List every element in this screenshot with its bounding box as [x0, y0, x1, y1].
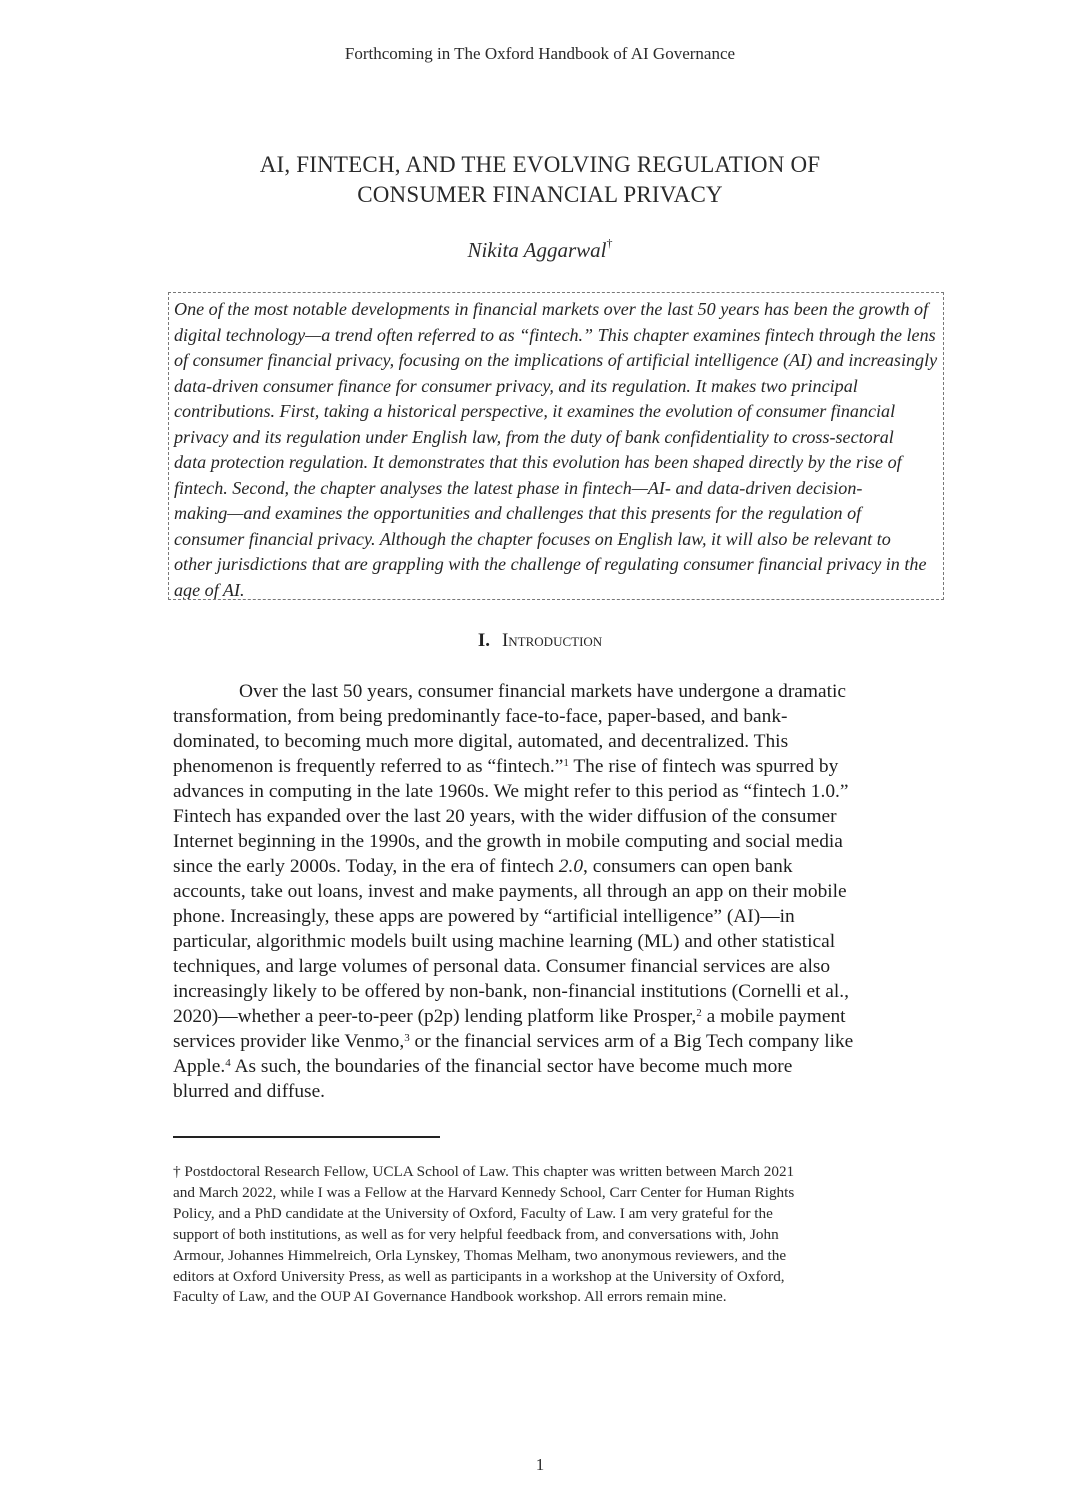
abstract-line: privacy and its regulation under English law, from the duty of bank confidentiality to cross-sectoral — [174, 426, 894, 447]
body-line: blurred and diffuse. — [173, 1081, 326, 1102]
footnote-ref-1[interactable]: 1 — [563, 757, 569, 769]
abstract-line: fintech. Second, the chapter analyses the latest phase in fintech—AI- and data-driven decision- — [174, 477, 863, 498]
body-line — [173, 754, 933, 779]
body-text-span: Apple. — [173, 1056, 226, 1077]
body-line — [173, 854, 933, 879]
title-line-1: AI, FINTECH, AND THE EVOLVING REGULATION OF — [259, 152, 821, 177]
abstract-line: contributions. First, taking a historical perspective, it examines the evolution of consumer financial — [174, 401, 896, 421]
body-line: accounts, take out loans, invest and make payments, all through an app on their mobile — [173, 881, 847, 902]
section-number: I. — [477, 630, 490, 651]
body-line: particular, algorithmic models built using machine learning (ML) and other statistical — [173, 931, 836, 952]
introduction-paragraph — [173, 679, 933, 1104]
abstract-line: of consumer financial privacy, focusing on the implications of artificial intelligence (AI) and increasingly — [174, 350, 938, 370]
abstract-line: data protection regulation. It demonstrates that this evolution has been shaped directly by the rise of — [174, 452, 902, 472]
body-line: Fintech has expanded over the last 20 years, with the wider diffusion of the consumer — [173, 806, 837, 827]
footnote-line: editors at Oxford University Press, as well as participants in a workshop at the University of Oxford, — [173, 1267, 785, 1285]
body-line: transformation, from being predominantly face-to-face, paper-based, and bank- — [173, 706, 788, 727]
abstract-line: making—and examines the opportunities and challenges that this presents for the regulation of — [174, 503, 862, 523]
body-line: dominated, to becoming much more digital, automated, and decentralized. This — [173, 731, 789, 752]
body-line — [173, 1004, 933, 1029]
abstract-line: consumer financial privacy. Although the chapter focuses on English law, it will also be relevant to — [174, 528, 891, 549]
body-text-span: The rise of fintech was spurred by — [568, 756, 839, 777]
section-heading — [0, 630, 1080, 652]
footnote-line: Faculty of Law, and the OUP AI Governance Handbook workshop. All errors remain mine. — [173, 1288, 727, 1306]
section-title: Introduction — [501, 630, 603, 651]
footnote-block — [173, 1162, 913, 1308]
abstract-line: One of the most notable developments in financial markets over the last 50 years has been the growth of — [174, 299, 929, 319]
footnote-line: and March 2022, while I was a Fellow at the Harvard Kennedy School, Carr Center for Human Rights — [173, 1183, 795, 1201]
running-header: Forthcoming in The Oxford Handbook of AI Governance — [344, 44, 736, 63]
author-footnote-mark[interactable]: † — [606, 236, 613, 250]
body-line: increasingly likely to be offered by non-bank, non-financial institutions (Cornelli et al., — [173, 981, 849, 1002]
body-line: Over the last 50 years, consumer financial markets have undergone a dramatic — [239, 681, 846, 702]
body-text-span: 2020)—whether a peer-to-peer (p2p) lending platform like Prosper, — [173, 1006, 697, 1027]
body-text-span: a mobile payment — [701, 1006, 846, 1027]
body-text-span: services provider like Venmo, — [173, 1031, 405, 1052]
title-line-2: CONSUMER FINANCIAL PRIVACY — [357, 182, 723, 207]
paper-title — [150, 150, 930, 210]
author-name: Nikita Aggarwal — [467, 238, 607, 262]
body-line: techniques, and large volumes of personal data. Consumer financial services are also — [173, 956, 831, 977]
abstract-box — [168, 292, 944, 600]
body-line: phone. Increasingly, these apps are powered by “artificial intelligence” (AI)—in — [173, 906, 795, 927]
footnote-ref-4[interactable]: 4 — [225, 1057, 231, 1069]
page-number: 1 — [535, 1455, 545, 1474]
abstract-line: age of AI. — [174, 579, 245, 600]
body-text-span: As such, the boundaries of the financial sector have become much more — [230, 1056, 793, 1077]
body-line — [173, 1029, 933, 1054]
footnote-divider — [173, 1136, 440, 1138]
footnote-ref-2[interactable]: 2 — [696, 1007, 702, 1019]
footnote-line: Policy, and a PhD candidate at the University of Oxford, Faculty of Law. I am very grateful for the — [173, 1204, 773, 1222]
abstract-line: other jurisdictions that are grappling with the challenge of regulating consumer financial privacy in the — [174, 554, 927, 574]
body-italic-span: 2.0 — [558, 856, 584, 877]
body-text-span: , consumers can open bank — [583, 856, 793, 877]
body-text-span: since the early 2000s. Today, in the era of fintech — [173, 856, 559, 877]
footnote-line: Armour, Johannes Himmelreich, Orla Lynskey, Thomas Melham, two anonymous reviewers, and the — [173, 1246, 787, 1264]
footnote-ref-3[interactable]: 3 — [404, 1032, 410, 1044]
abstract-line: data-driven consumer finance for consumer privacy, and its regulation. It makes two principal — [174, 375, 858, 396]
abstract-line: digital technology—a trend often referred to as “fintech.” This chapter examines fintech through the lens — [174, 324, 936, 345]
body-line: advances in computing in the late 1960s. We might refer to this period as “fintech 1.0.” — [173, 781, 849, 802]
author-line — [0, 238, 1080, 263]
body-text-span: or the financial services arm of a Big Tech company like — [409, 1031, 854, 1052]
footnote-line: support of both institutions, as well as for very helpful feedback from, and conversations with, John — [173, 1225, 779, 1243]
footnote-line: † Postdoctoral Research Fellow, UCLA School of Law. This chapter was written between March 2021 — [173, 1163, 795, 1180]
body-line — [173, 1054, 933, 1079]
body-text-span: phenomenon is frequently referred to as “fintech.” — [173, 756, 564, 777]
body-line: Internet beginning in the 1990s, and the growth in mobile computing and social media — [173, 831, 843, 852]
